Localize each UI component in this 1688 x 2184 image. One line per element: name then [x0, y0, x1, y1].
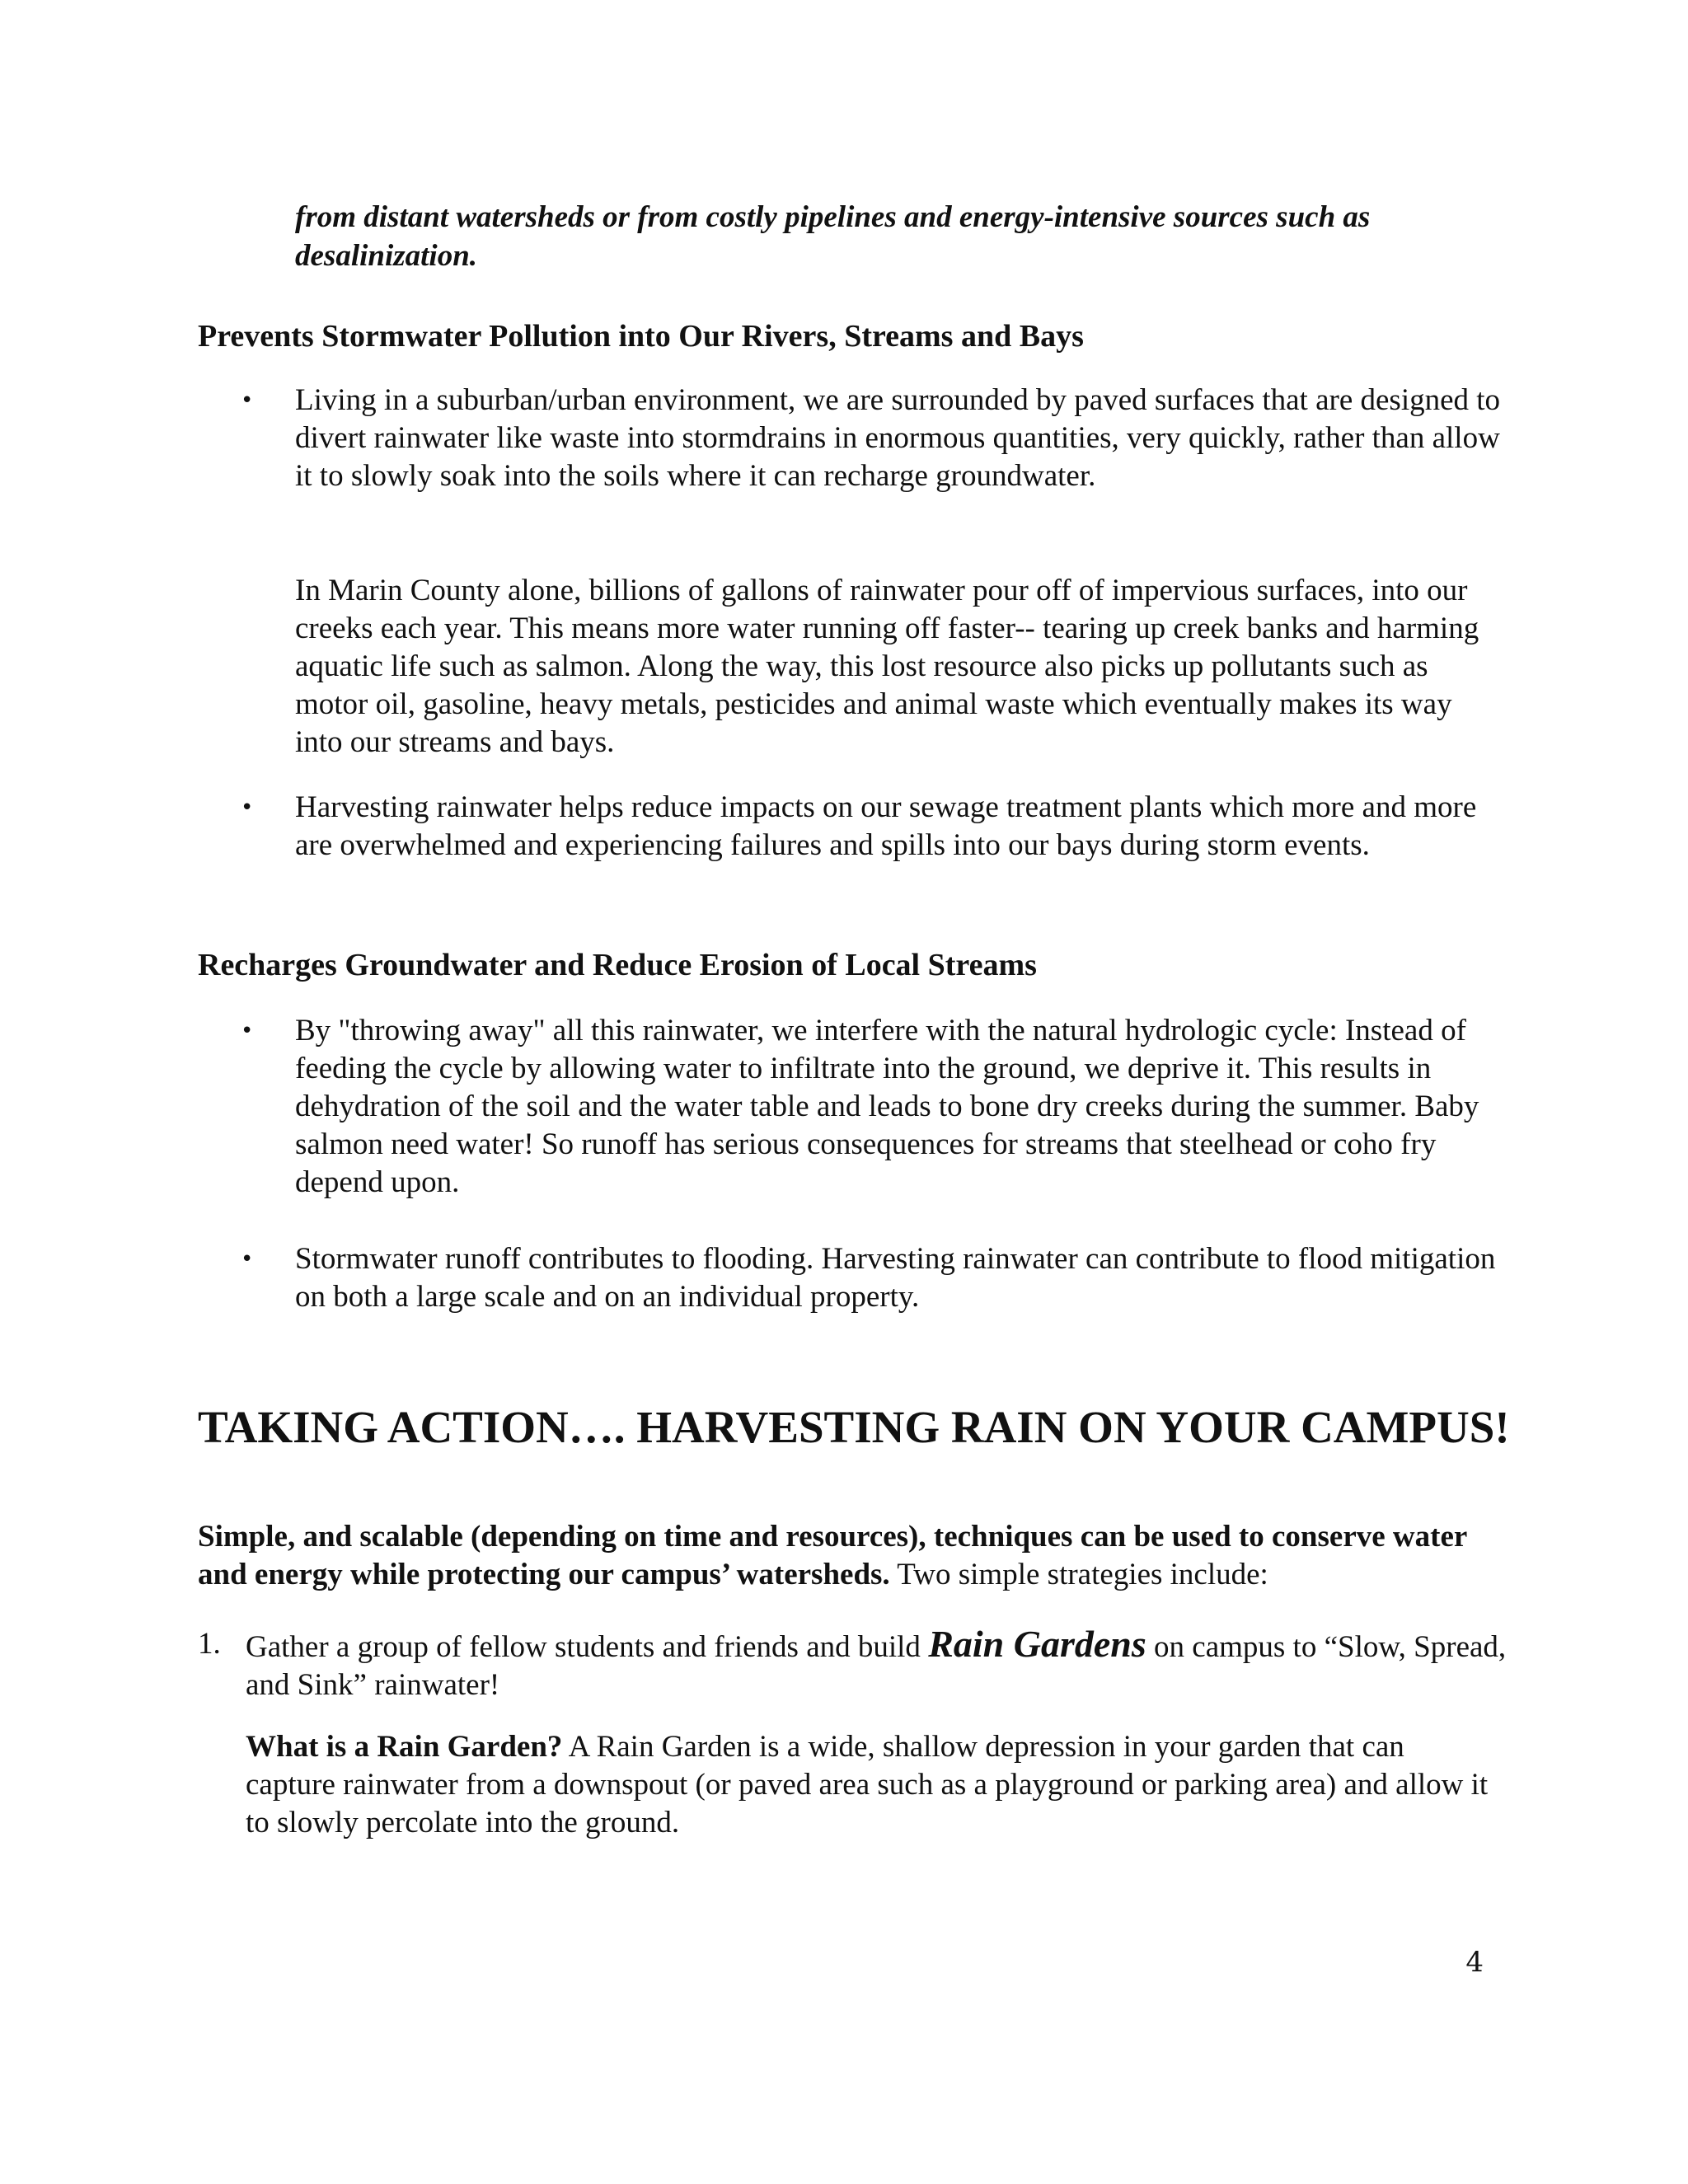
section-heading-groundwater: Recharges Groundwater and Reduce Erosion of Local Streams [198, 948, 1037, 982]
rain-garden-label: What is a Rain Garden? [246, 1730, 563, 1764]
bullet-item-hydrologic-cycle [241, 1012, 1510, 1202]
section-heading-stormwater-pollution: Prevents Stormwater Pollution into Our Rivers, Streams and Bays [198, 319, 1084, 354]
page-number: 4 [1465, 1946, 1484, 1979]
bullet-icon: • [241, 388, 254, 413]
lead-normal-text: Two simple strategies include: [889, 1558, 1268, 1591]
main-heading: TAKING ACTION…. HARVESTING RAIN ON YOUR CAMPUS! [198, 1402, 1510, 1452]
bullet-text: Living in a suburban/urban environment, we are surrounded by paved surfaces that are designed to divert rainwater like waste into stormdrains in enormous quantities, very quickly, rather than allow it to slowly soak into the soils where it can recharge groundwater. [295, 383, 1501, 493]
bullet-item-sewage-treatment [241, 789, 1510, 865]
rain-gardens-emphasis: Rain Gardens [928, 1623, 1146, 1665]
bullet-icon: • [241, 1247, 254, 1272]
bullet-text: By "throwing away" all this rainwater, we interfere with the natural hydrologic cycle: Instead of feeding the cycle by allowing water to infiltrate into the ground, we deprive it. This results in dehydration of the soil and the water table and leads to bone dry creeks during the summer. Baby salmon need water! So runoff has serious consequences for streams that steelhead or coho fry depend upon. [295, 1014, 1479, 1199]
bullet-text: Stormwater runoff contributes to flooding. Harvesting rainwater can contribute to flood mitigation on both a large scale and on an individual property. [295, 1242, 1496, 1314]
lead-bold-text: Simple, and scalable (depending on time and resources), techniques can be used to conserve water and energy while protecting our campus’ watersheds. [198, 1520, 1467, 1591]
bullet-text: Harvesting rainwater helps reduce impacts on our sewage treatment plants which more and more are overwhelmed and experiencing failures and spills into our bays during storm events. [295, 790, 1477, 862]
bullet-item-flooding [241, 1240, 1510, 1316]
lead-paragraph [198, 1518, 1517, 1594]
list-number: 1. [198, 1627, 221, 1661]
bullet-item-paved-surfaces [241, 382, 1510, 495]
bullet-icon: • [241, 1019, 254, 1043]
rain-garden-definition [246, 1728, 1498, 1842]
intro-continuation: from distant watersheds or from costly pipelines and energy-intensive sources such as desalinization. [295, 200, 1371, 273]
bullet-paragraph-marin-county: In Marin County alone, billions of gallons of rainwater pour off of impervious surfaces, into our creeks each year. This means more water running off faster-- tearing up creek banks and harming aquatic life such as salmon. Along the way, this lost resource also picks up pollutants such as motor oil, gasoline, heavy metals, pesticides and animal waste which eventually makes its way into our streams and bays. [295, 574, 1479, 759]
numbered-item-rain-gardens [198, 1625, 1517, 1704]
numbered-item-text [246, 1625, 1517, 1704]
item-text-before: Gather a group of fellow students and friends and build [246, 1630, 929, 1664]
bullet-icon: • [241, 795, 254, 820]
rain-garden-text: A Rain Garden is a wide, shallow depression in your garden that can capture rainwater from a downspout (or paved area such as a playground or parking area) and allow it to slowly percolate into the ground. [246, 1730, 1489, 1840]
item-text-after: on campus to “Slow, Spread, and Sink” rainwater! [246, 1630, 1507, 1702]
